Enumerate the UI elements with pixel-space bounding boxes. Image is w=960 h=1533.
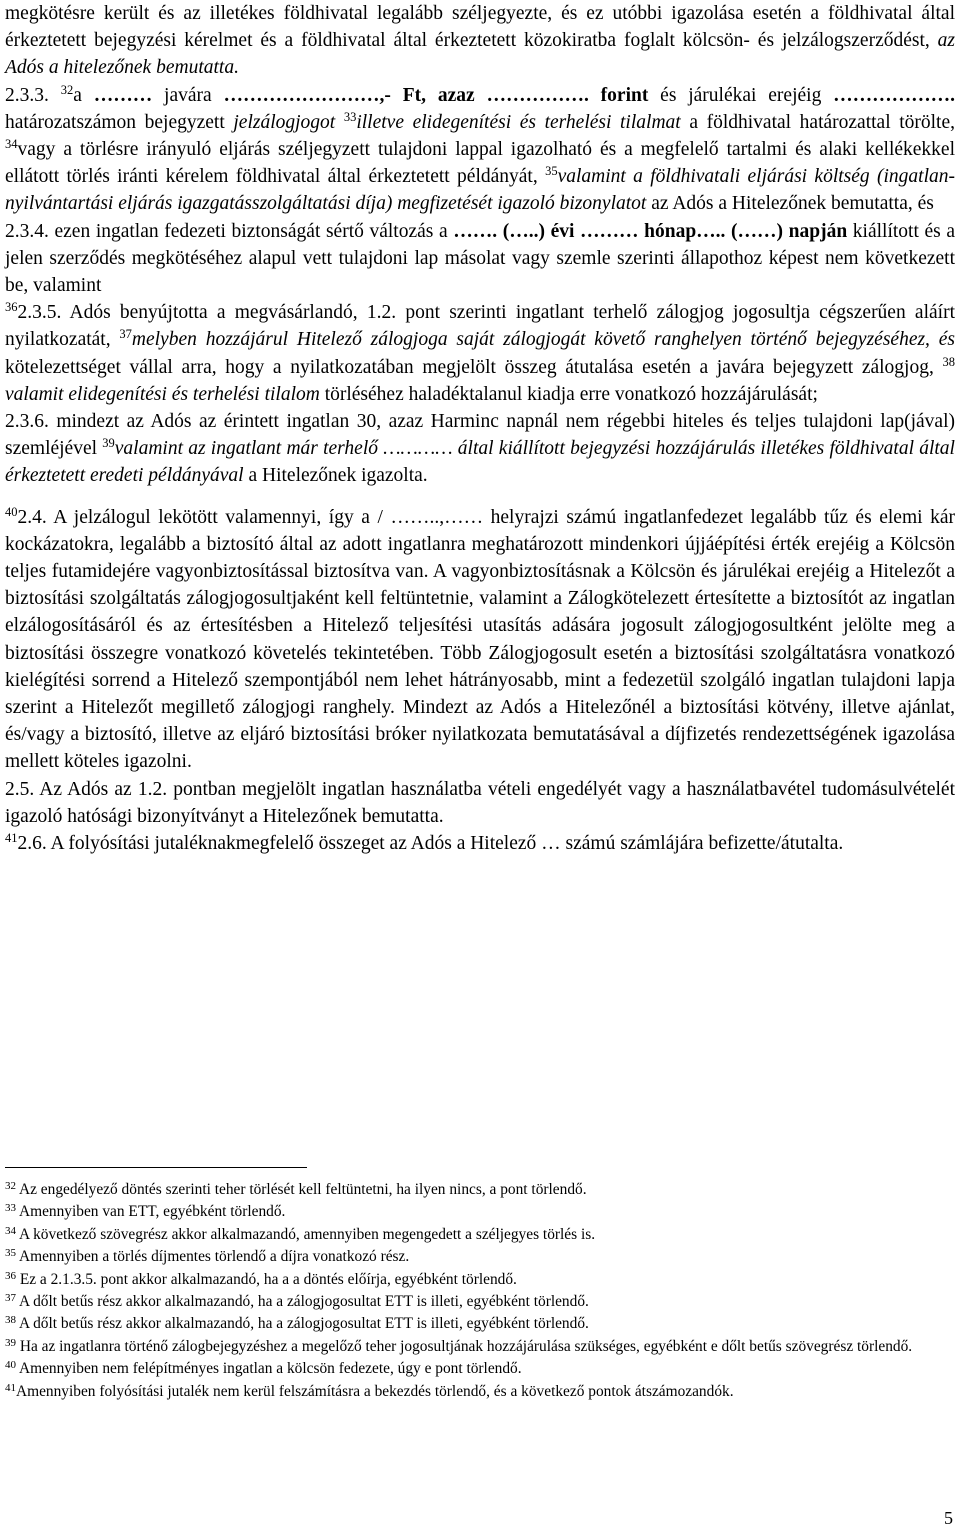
- footnote-number: 32: [5, 1180, 16, 1192]
- footnote-number: 40: [5, 1359, 16, 1372]
- text-run: és járulékai erejéig: [648, 84, 834, 106]
- contract-body-text: [5, 0, 955, 857]
- text-run: valamint az ingatlant már terhelő ………… által kiállított bejegyzési hozzájárulás illetékes földhivatal által érkeztetett eredeti példányával: [5, 438, 955, 487]
- footnote-text: Ez a 2.1.3.5. pont akkor alkalmazandó, ha a a döntés előírja, egyébként törlendő.: [16, 1270, 517, 1288]
- text-run: illetve elidegenítési és terhelési tilalmat: [356, 111, 681, 133]
- footnote-item: [5, 1358, 955, 1380]
- text-run: 2.4. A jelzálogul lekötött valamennyi, így a / ……..,…… helyrajzi számú ingatlanfedezet legalább tűz és elemi kár kockázatokra, legalább a biztosító által az adott ingatlanra meghatározott mindenkori újjáépítési érték erejéig a Kölcsön teljes futamidejére vagyonbiztosítással biztosítva van. A vagyonbiztosításnak a Kölcsön és járulékai erejéig a Hitelezőt a biztosítási szolgáltatás zálogjogosultjaként kell feltüntetnie, valamint a Zálogkötelezett értesítette a biztosítót az ingatlan elzálogosításáról és az értesítésben a Hitelező teljesítési utasítás adására jogosult zálogjogosultként jelölte meg a biztosítási összegre vonatkozó követelés tekintetében. Több Zálogjogosult esetén a biztosítási szolgáltatásra vonatkozó kielégítési sorrend a Hitelező szempontjából nem lehet hátrányosabb, mint a fedezetül szolgáló ingatlan tulajdoni lapja szerint a Hitelezőt megillető zálogjogi ranghely. Mindezt az Adós a Hitelezőnél a biztosítási kötvény, illetve ajánlat, és/vagy a biztosító, illetve az eljáró biztosítási bróker nyilatkozata bemutatásával a díjfizetés rendezettségének igazolása mellett köteles igazolni.: [5, 506, 955, 773]
- text-run: javára: [152, 84, 224, 106]
- footnote-reference: 41: [5, 831, 18, 846]
- footnotes-section: [5, 1179, 955, 1403]
- text-run: 2.3.6. mindezt az Adós az érintett ingatlan 30, azaz Harminc napnál nem régebbi hiteles és teljes tulajdoni lap(jával) szemléjével: [5, 411, 955, 460]
- text-run: megkötésre került és az illetékes földhivatal legalább széljegyezte, és ez utóbbi igazolása esetén a földhivatal által érkeztetett bejegyzési kérelmet és a földhivatal által érkeztetett közokiratba foglalt kölcsön- és jelzálogszerződést,: [5, 3, 955, 52]
- footnote-item: [5, 1201, 955, 1223]
- footnote-item: [5, 1246, 955, 1268]
- text-run: 2.3.5. Adós benyújtotta a megvásárlandó, 1.2. pont szerinti ingatlant terhelő zálogjog jogosultja cégszerűen aláírt nyilatkozatát,: [5, 302, 955, 351]
- footnote-reference: 37: [119, 327, 132, 342]
- body-paragraph: [5, 504, 955, 776]
- text-run: a: [73, 84, 94, 106]
- footnote-reference: 35: [545, 164, 558, 179]
- footnote-reference: 36: [5, 300, 18, 315]
- text-run: a földhivatal határozattal törölte,: [680, 111, 956, 133]
- footnote-item: [5, 1291, 955, 1313]
- footnote-reference: 33: [343, 109, 357, 124]
- footnote-text: Amennyiben a törlés díjmentes törlendő a díjra vonatkozó rész.: [16, 1248, 410, 1266]
- footnote-item: [5, 1381, 955, 1403]
- text-run: vagy a törlésre irányuló eljárás széljegyzett tulajdoni lappal igazolható és a megfelelő tartalmi és alaki kellékekkel ellátott törlés iránti kérelem földhivatal által érkeztetett példányát,: [5, 139, 955, 188]
- body-paragraph: [5, 830, 955, 857]
- text-run: 2.5. Az Adós az 1.2. pontban megjelölt ingatlan használatba vételi engedélyét vagy a használatbavétel tudomásulvételét igazoló hatósági bizonyítványt a Hitelezőnek bemutatta.: [5, 778, 955, 827]
- footnote-item: [5, 1179, 955, 1201]
- footnote-text: Amennyiben folyósítási jutalék nem kerül felszámításra a bekezdés törlendő, és a következő pontok átszámozandók.: [16, 1382, 734, 1400]
- footnote-item: [5, 1224, 955, 1246]
- text-run: 2.3.4. ezen ingatlan fedezeti biztonságát sértő változás a: [5, 220, 454, 242]
- text-run: törléséhez haladéktalanul kiadja erre vonatkozó hozzájárulását;: [319, 383, 818, 405]
- text-run: valamit elidegenítési és terhelési tilalom: [5, 383, 320, 405]
- footnote-reference: 38: [942, 354, 955, 369]
- body-paragraph: [5, 0, 955, 82]
- text-run: határozatszámon bejegyzett: [5, 111, 234, 133]
- footnote-reference: 32: [60, 82, 74, 97]
- body-paragraph: [5, 82, 955, 218]
- footnote-number: 35: [5, 1247, 16, 1260]
- footnote-text: Amennyiben van ETT, egyébként törlendő.: [16, 1203, 286, 1221]
- text-run: melyben hozzájárul Hitelező zálogjoga saját zálogjogát követő ranghelyen történő bejegyzéséhez, és: [131, 329, 955, 351]
- footnote-number: 41: [5, 1381, 16, 1394]
- footnote-text: A dőlt betűs rész akkor alkalmazandó, ha a zálogjogosultat ETT is illeti, egyébként törlendő.: [16, 1293, 589, 1311]
- footnote-item: [5, 1269, 955, 1291]
- footnote-number: 39: [5, 1336, 16, 1349]
- text-run: ………: [93, 84, 153, 106]
- footnote-text: A következő szövegrész akkor alkalmazandó, amennyiben megengedett a széljegyes törlés is.: [16, 1225, 596, 1243]
- footnote-number: 33: [5, 1202, 16, 1215]
- text-run: ……………….: [833, 84, 956, 106]
- text-run: kötelezettséget vállal arra, hogy a nyilatkozatában megjelölt összeg átutalása esetén a javára bejegyzett zálogjog,: [5, 356, 943, 378]
- footnote-number: 38: [5, 1314, 16, 1327]
- footnote-text: Amennyiben nem felépítményes ingatlan a kölcsön fedezete, úgy e pont törlendő.: [16, 1360, 522, 1378]
- text-run: a Hitelezőnek igazolta.: [243, 465, 428, 487]
- text-run: az Adós a hitelezőnek bemutatta.: [5, 30, 955, 79]
- footnote-item: [5, 1336, 955, 1358]
- footnote-number: 34: [5, 1224, 16, 1237]
- body-paragraph: [5, 299, 955, 408]
- page-number: 5: [944, 1508, 953, 1528]
- text-run: [335, 112, 344, 133]
- footnote-reference: 39: [102, 436, 115, 451]
- footnote-number: 37: [5, 1292, 16, 1305]
- text-run: az Adós a Hitelezőnek bemutatta, és: [646, 193, 934, 215]
- text-run: 2.3.3.: [5, 84, 61, 106]
- body-paragraph: [5, 776, 955, 830]
- footnote-text: Az engedélyező döntés szerinti teher törlését kell feltüntetni, ha ilyen nincs, a pont törlendő.: [16, 1181, 587, 1198]
- footnote-number: 36: [5, 1269, 16, 1282]
- text-run: 2.6. A folyósítási jutaléknakmegfelelő összeget az Adós a Hitelező … számú számlájára befizette/átutalta.: [17, 833, 844, 855]
- text-run: jelzálogjogot: [233, 111, 336, 133]
- body-paragraph: [5, 408, 955, 490]
- text-run: kiállított és a jelen szerződés megkötéséhez alapul vett tulajdoni lap másolat vagy szemle szerinti állapothoz képest nem következett be, valamint: [5, 220, 956, 297]
- footnote-item: [5, 1313, 955, 1335]
- footnote-reference: 34: [5, 137, 18, 152]
- footnote-reference: 40: [5, 504, 18, 519]
- text-run: ……. (…..) évi ……… hónap….. (……) napján: [453, 220, 848, 242]
- footnote-text: A dőlt betűs rész akkor alkalmazandó, ha a zálogjogosultat ETT is illeti, egyébként törlendő.: [16, 1315, 589, 1333]
- text-run: valamint a földhivatali eljárási költség (ingatlan-nyilvántartási eljárás igazgatásszolgáltatási díja) megfizetését igazoló bizonylatot: [5, 166, 955, 215]
- text-run: ……………………,- Ft, azaz ……………. forint: [223, 84, 649, 106]
- body-paragraph: [5, 218, 955, 300]
- footnote-separator: [5, 1167, 307, 1168]
- footnote-text: Ha az ingatlanra történő zálogbejegyzéshez a megelőző teher jogosultjának hozzájárulása szükséges, egyébként e dőlt betűs szövegrész törlendő.: [16, 1337, 913, 1355]
